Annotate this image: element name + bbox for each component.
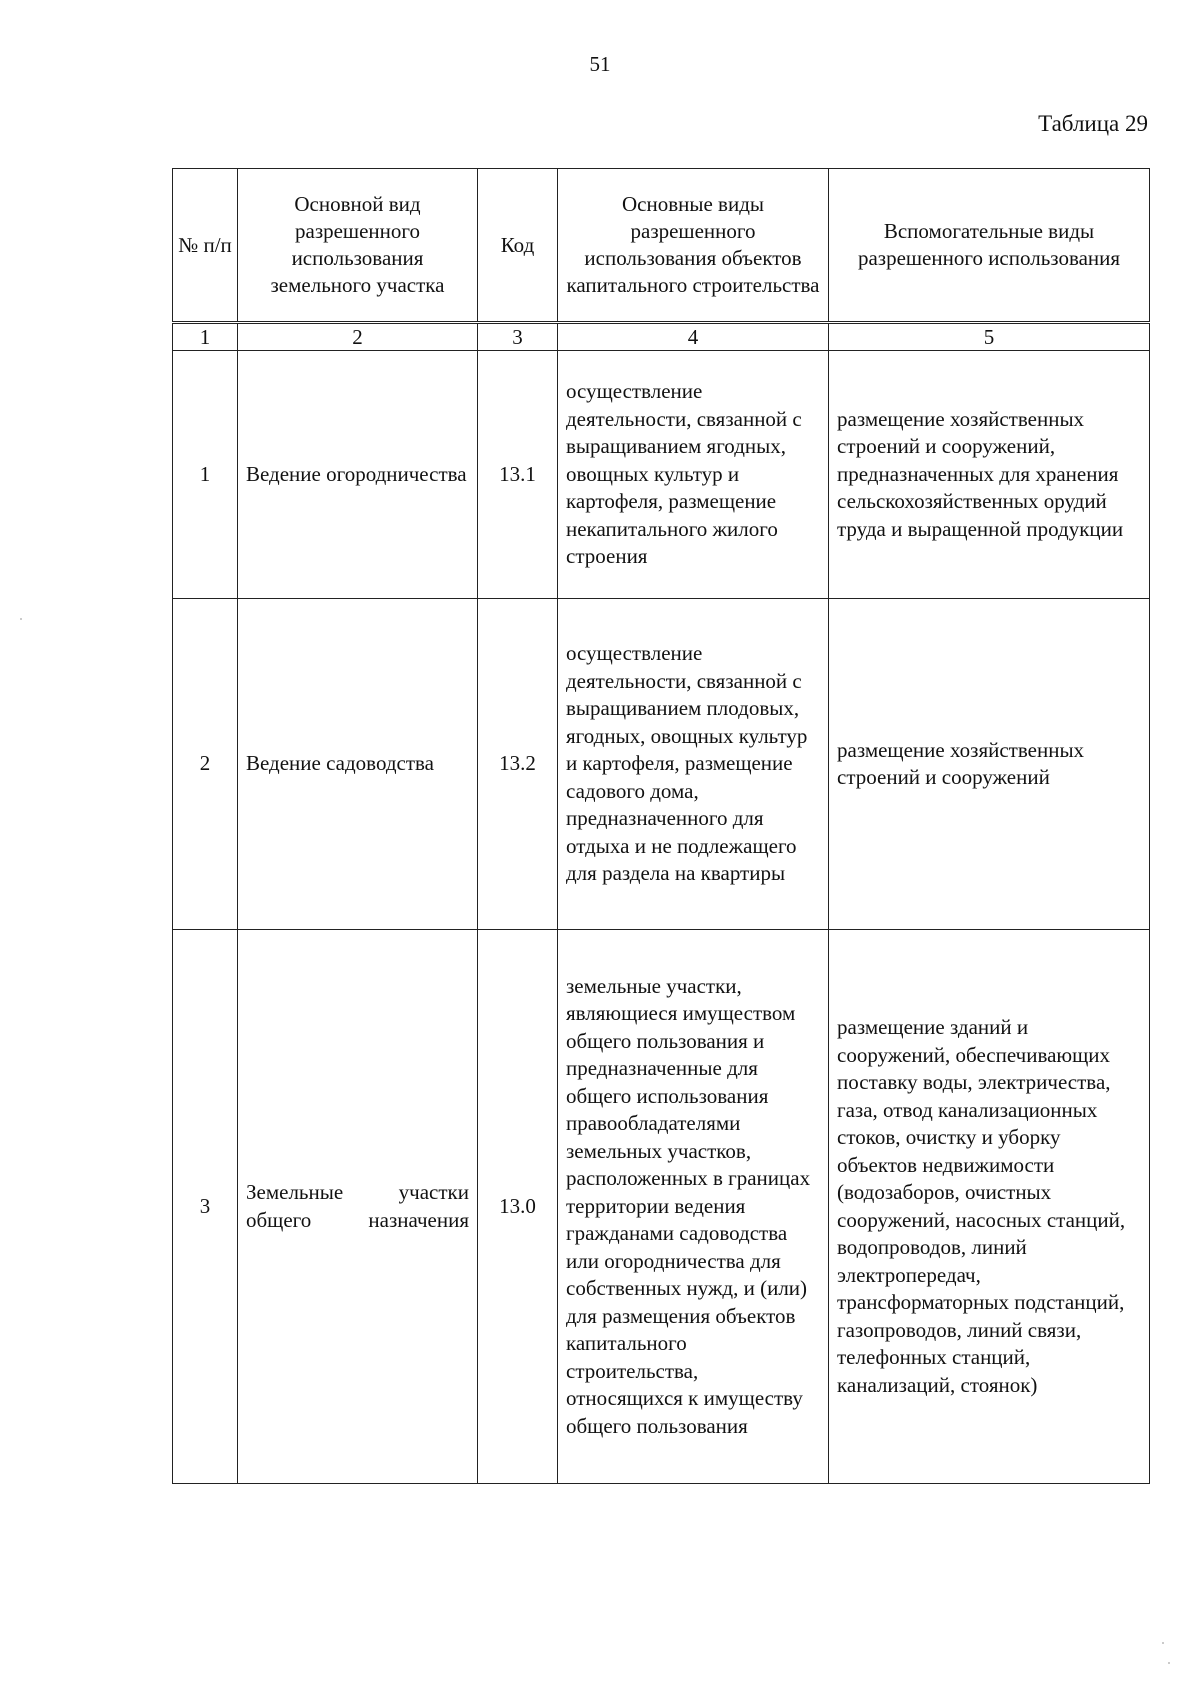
land-use-name: Ведение огородничества [238,351,478,599]
row-number: 2 [173,599,238,930]
land-use-code: 13.1 [478,351,558,599]
table-row [173,930,1150,1484]
main-use-description: осуществление деятельности, связанной с выращиванием плодовых, ягодных, овощных культур и картофеля, размещение садового дома, предназначенного для отдыха и не подлежащего для раздела на квартиры [558,599,829,930]
land-use-name: Ведение садоводства [238,599,478,930]
scan-speck [20,618,22,620]
row-number: 1 [173,351,238,599]
column-number: 3 [478,323,558,351]
main-use-description: земельные участки, являющиеся имуществом общего пользования и предназначенные для общего использования правообладателями земельных участков, расположенных в границах территории ведения гражданами садоводства или огородничества для собственных нужд, и (или) для размещения объектов капитального строительства, относящихся к имуществу общего пользования [558,930,829,1484]
main-use-description: осуществление деятельности, связанной с выращиванием ягодных, овощных культур и картофеля, размещение некапитального жилого строения [558,351,829,599]
header-code: Код [478,169,558,323]
table-header-row [173,169,1150,323]
land-use-code: 13.0 [478,930,558,1484]
header-main-capital-use: Основные виды разрешенного использования объектов капитального строительства [558,169,829,323]
column-number-row [173,323,1150,351]
scan-speck [1162,1642,1164,1644]
table-row [173,599,1150,930]
auxiliary-use-description: размещение хозяйственных строений и сооружений, предназначенных для хранения сельскохозяйственных орудий труда и выращенной продукции [829,351,1150,599]
auxiliary-use-description: размещение хозяйственных строений и сооружений [829,599,1150,930]
header-num: № п/п [173,169,238,323]
page-number: 51 [589,52,611,76]
auxiliary-use-description: размещение зданий и сооружений, обеспечивающих поставку воды, электричества, газа, отвод канализационных стоков, очистку и уборку объектов недвижимости (водозаборов, очистных сооружений, насосных станций, водопроводов, линий электропередач, трансформаторных подстанций, газопроводов, линий связи, телефонных станций, канализаций, стоянок) [829,930,1150,1484]
land-use-code: 13.2 [478,599,558,930]
column-number: 5 [829,323,1150,351]
column-number: 2 [238,323,478,351]
row-number: 3 [173,930,238,1484]
land-use-table [172,168,1150,1484]
header-main-land-use: Основной вид разрешенного использования земельного участка [238,169,478,323]
table-row [173,351,1150,599]
header-auxiliary-use: Вспомогательные виды разрешенного использования [829,169,1150,323]
land-use-name: Земельные участки общего назначения [238,930,478,1484]
column-number: 4 [558,323,829,351]
column-number: 1 [173,323,238,351]
scan-speck [1168,1662,1170,1664]
table-caption: Таблица 29 [1038,111,1148,136]
